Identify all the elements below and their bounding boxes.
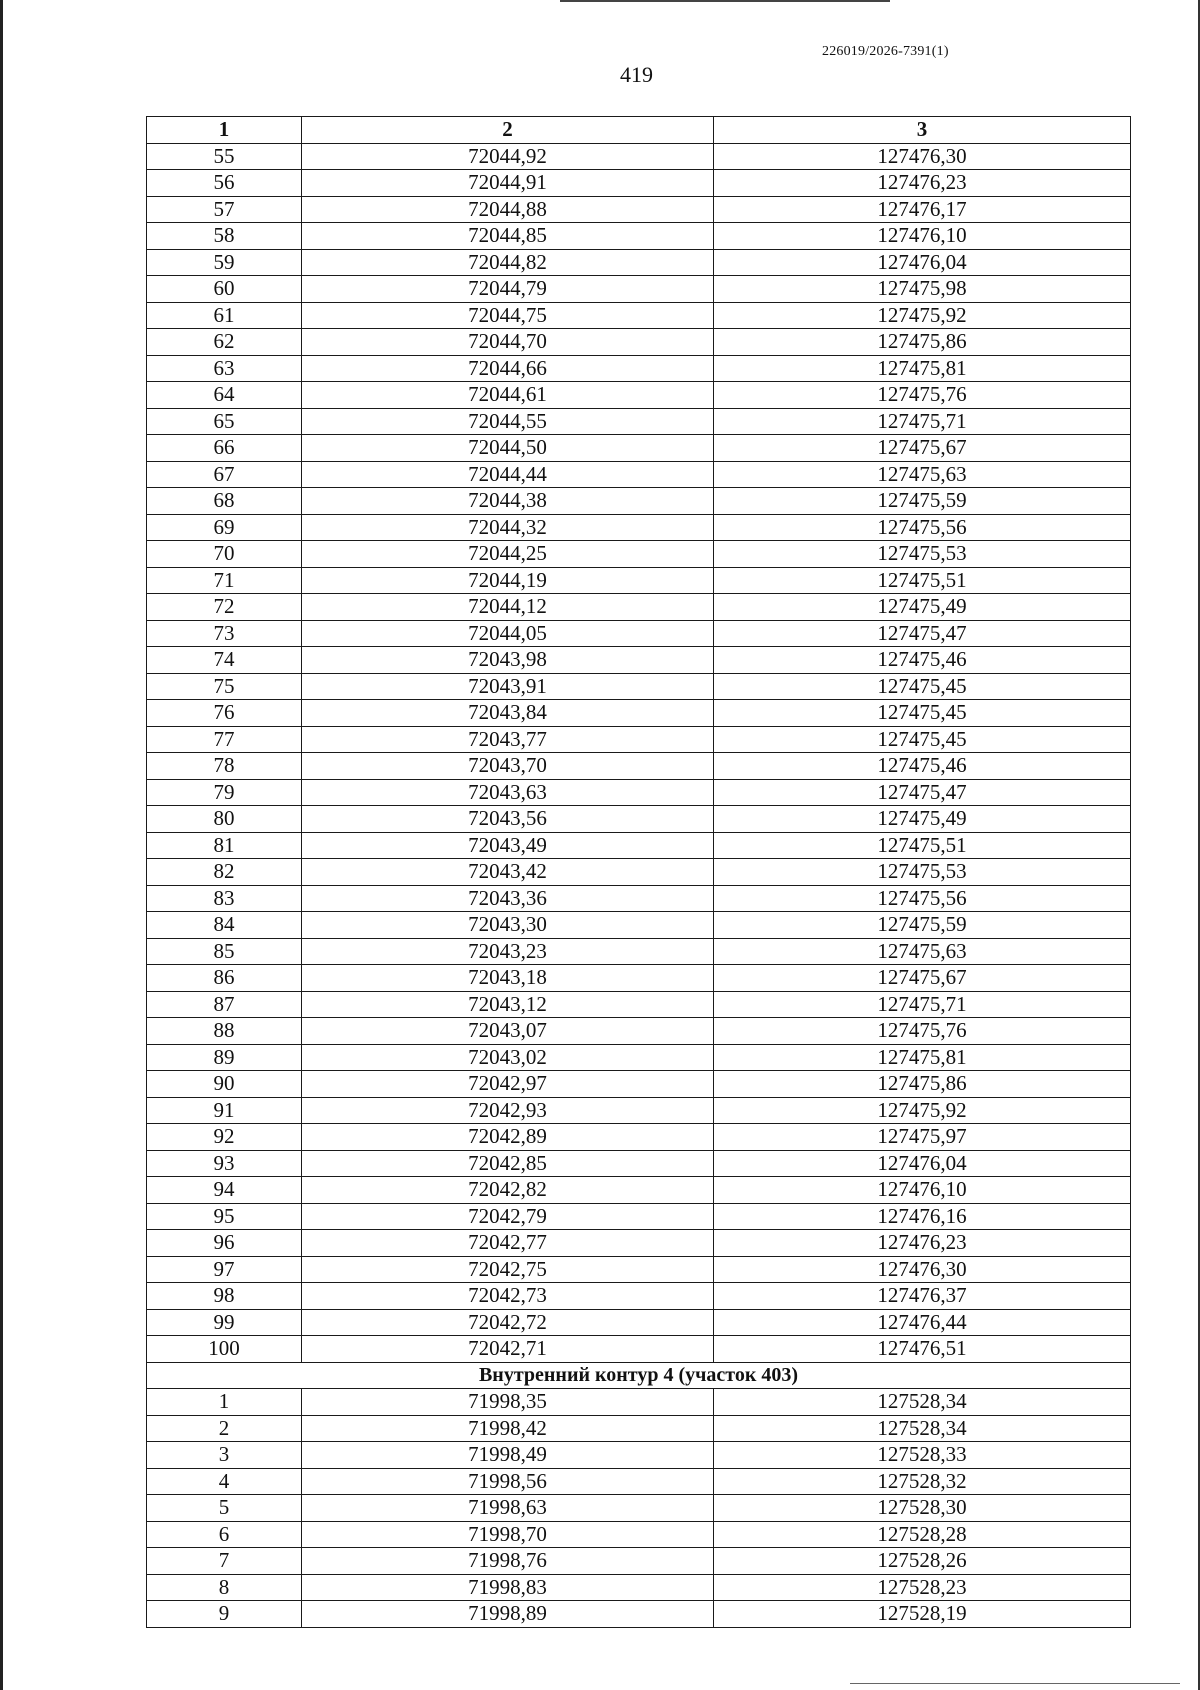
cell-point-number: 73 bbox=[147, 620, 302, 647]
table-row bbox=[147, 143, 1131, 170]
cell-point-number: 2 bbox=[147, 1415, 302, 1442]
table-row bbox=[147, 1203, 1131, 1230]
table-row bbox=[147, 461, 1131, 488]
table-section bbox=[147, 1362, 1131, 1389]
cell-x-coordinate: 72043,91 bbox=[302, 673, 714, 700]
cell-y-coordinate: 127475,76 bbox=[714, 382, 1131, 409]
section-row bbox=[147, 1362, 1131, 1389]
table-row bbox=[147, 1150, 1131, 1177]
cell-point-number: 66 bbox=[147, 435, 302, 462]
cell-point-number: 59 bbox=[147, 249, 302, 276]
cell-point-number: 97 bbox=[147, 1256, 302, 1283]
cell-point-number: 6 bbox=[147, 1521, 302, 1548]
cell-y-coordinate: 127475,51 bbox=[714, 832, 1131, 859]
page-edge-left bbox=[0, 0, 3, 1690]
cell-y-coordinate: 127475,59 bbox=[714, 912, 1131, 939]
cell-x-coordinate: 72044,38 bbox=[302, 488, 714, 515]
table-row bbox=[147, 806, 1131, 833]
cell-y-coordinate: 127528,26 bbox=[714, 1548, 1131, 1575]
table-row bbox=[147, 1230, 1131, 1257]
cell-point-number: 100 bbox=[147, 1336, 302, 1363]
cell-y-coordinate: 127528,33 bbox=[714, 1442, 1131, 1469]
cell-x-coordinate: 72043,49 bbox=[302, 832, 714, 859]
cell-y-coordinate: 127476,04 bbox=[714, 1150, 1131, 1177]
cell-x-coordinate: 72044,55 bbox=[302, 408, 714, 435]
cell-y-coordinate: 127476,23 bbox=[714, 1230, 1131, 1257]
cell-x-coordinate: 71998,42 bbox=[302, 1415, 714, 1442]
cell-y-coordinate: 127476,51 bbox=[714, 1336, 1131, 1363]
cell-point-number: 8 bbox=[147, 1574, 302, 1601]
cell-point-number: 63 bbox=[147, 355, 302, 382]
cell-x-coordinate: 72044,91 bbox=[302, 170, 714, 197]
cell-y-coordinate: 127476,44 bbox=[714, 1309, 1131, 1336]
cell-y-coordinate: 127528,28 bbox=[714, 1521, 1131, 1548]
cell-point-number: 60 bbox=[147, 276, 302, 303]
cell-x-coordinate: 72043,07 bbox=[302, 1018, 714, 1045]
cell-point-number: 3 bbox=[147, 1442, 302, 1469]
table-row bbox=[147, 859, 1131, 886]
table-row bbox=[147, 514, 1131, 541]
table-row bbox=[147, 1309, 1131, 1336]
cell-y-coordinate: 127476,30 bbox=[714, 143, 1131, 170]
section-title: Внутренний контур 4 (участок 403) bbox=[147, 1362, 1131, 1389]
cell-y-coordinate: 127528,23 bbox=[714, 1574, 1131, 1601]
table-row bbox=[147, 488, 1131, 515]
cell-y-coordinate: 127475,81 bbox=[714, 1044, 1131, 1071]
cell-y-coordinate: 127476,30 bbox=[714, 1256, 1131, 1283]
table-row bbox=[147, 885, 1131, 912]
cell-x-coordinate: 72044,19 bbox=[302, 567, 714, 594]
cell-point-number: 99 bbox=[147, 1309, 302, 1336]
table-row bbox=[147, 1283, 1131, 1310]
cell-x-coordinate: 72044,12 bbox=[302, 594, 714, 621]
cell-y-coordinate: 127475,46 bbox=[714, 753, 1131, 780]
table-row bbox=[147, 700, 1131, 727]
cell-x-coordinate: 71998,56 bbox=[302, 1468, 714, 1495]
cell-point-number: 90 bbox=[147, 1071, 302, 1098]
table-row bbox=[147, 408, 1131, 435]
cell-y-coordinate: 127475,97 bbox=[714, 1124, 1131, 1151]
cell-x-coordinate: 72043,36 bbox=[302, 885, 714, 912]
table-row bbox=[147, 329, 1131, 356]
cell-x-coordinate: 72042,85 bbox=[302, 1150, 714, 1177]
cell-x-coordinate: 72044,50 bbox=[302, 435, 714, 462]
cell-y-coordinate: 127476,16 bbox=[714, 1203, 1131, 1230]
cell-y-coordinate: 127476,04 bbox=[714, 249, 1131, 276]
table-row bbox=[147, 1177, 1131, 1204]
table-row bbox=[147, 302, 1131, 329]
table-row bbox=[147, 276, 1131, 303]
cell-y-coordinate: 127475,92 bbox=[714, 302, 1131, 329]
table-row bbox=[147, 1336, 1131, 1363]
cell-y-coordinate: 127475,92 bbox=[714, 1097, 1131, 1124]
cell-y-coordinate: 127475,67 bbox=[714, 965, 1131, 992]
cell-x-coordinate: 71998,63 bbox=[302, 1495, 714, 1522]
cell-y-coordinate: 127475,51 bbox=[714, 567, 1131, 594]
cell-x-coordinate: 72044,79 bbox=[302, 276, 714, 303]
page-number: 419 bbox=[620, 62, 653, 87]
cell-y-coordinate: 127475,53 bbox=[714, 541, 1131, 568]
table-row bbox=[147, 1442, 1131, 1469]
cell-x-coordinate: 72042,73 bbox=[302, 1283, 714, 1310]
table-row bbox=[147, 1256, 1131, 1283]
cell-point-number: 75 bbox=[147, 673, 302, 700]
cell-point-number: 81 bbox=[147, 832, 302, 859]
cell-y-coordinate: 127475,47 bbox=[714, 620, 1131, 647]
table-row bbox=[147, 355, 1131, 382]
cell-point-number: 76 bbox=[147, 700, 302, 727]
cell-point-number: 9 bbox=[147, 1601, 302, 1628]
cell-point-number: 80 bbox=[147, 806, 302, 833]
cell-point-number: 56 bbox=[147, 170, 302, 197]
cell-point-number: 57 bbox=[147, 196, 302, 223]
cell-x-coordinate: 72044,61 bbox=[302, 382, 714, 409]
cell-x-coordinate: 72044,92 bbox=[302, 143, 714, 170]
table-row bbox=[147, 673, 1131, 700]
cell-point-number: 72 bbox=[147, 594, 302, 621]
cell-y-coordinate: 127476,10 bbox=[714, 223, 1131, 250]
cell-point-number: 5 bbox=[147, 1495, 302, 1522]
cell-x-coordinate: 72043,23 bbox=[302, 938, 714, 965]
table-row bbox=[147, 541, 1131, 568]
table-row bbox=[147, 196, 1131, 223]
column-header-x: 2 bbox=[302, 117, 714, 144]
cell-point-number: 64 bbox=[147, 382, 302, 409]
cell-x-coordinate: 72044,75 bbox=[302, 302, 714, 329]
cell-point-number: 70 bbox=[147, 541, 302, 568]
table-row bbox=[147, 170, 1131, 197]
cell-point-number: 84 bbox=[147, 912, 302, 939]
cell-point-number: 89 bbox=[147, 1044, 302, 1071]
cell-y-coordinate: 127475,56 bbox=[714, 885, 1131, 912]
document-id: 226019/2026-7391(1) bbox=[822, 44, 949, 59]
cell-x-coordinate: 72043,98 bbox=[302, 647, 714, 674]
table-row bbox=[147, 938, 1131, 965]
cell-x-coordinate: 71998,49 bbox=[302, 1442, 714, 1469]
cell-x-coordinate: 72042,71 bbox=[302, 1336, 714, 1363]
cell-point-number: 69 bbox=[147, 514, 302, 541]
cell-x-coordinate: 72042,97 bbox=[302, 1071, 714, 1098]
cell-point-number: 77 bbox=[147, 726, 302, 753]
cell-x-coordinate: 72043,77 bbox=[302, 726, 714, 753]
table-row bbox=[147, 1574, 1131, 1601]
table-body-part2 bbox=[147, 1389, 1131, 1628]
cell-point-number: 94 bbox=[147, 1177, 302, 1204]
cell-point-number: 93 bbox=[147, 1150, 302, 1177]
cell-point-number: 7 bbox=[147, 1548, 302, 1575]
cell-y-coordinate: 127475,76 bbox=[714, 1018, 1131, 1045]
table-row bbox=[147, 647, 1131, 674]
cell-point-number: 4 bbox=[147, 1468, 302, 1495]
cell-y-coordinate: 127476,10 bbox=[714, 1177, 1131, 1204]
cell-y-coordinate: 127528,19 bbox=[714, 1601, 1131, 1628]
cell-point-number: 85 bbox=[147, 938, 302, 965]
cell-point-number: 83 bbox=[147, 885, 302, 912]
cell-point-number: 91 bbox=[147, 1097, 302, 1124]
cell-x-coordinate: 72043,42 bbox=[302, 859, 714, 886]
table-row bbox=[147, 1521, 1131, 1548]
cell-x-coordinate: 72044,05 bbox=[302, 620, 714, 647]
table-row bbox=[147, 435, 1131, 462]
cell-x-coordinate: 72044,70 bbox=[302, 329, 714, 356]
table-row bbox=[147, 779, 1131, 806]
scan-top-stroke bbox=[560, 0, 890, 2]
cell-x-coordinate: 72043,70 bbox=[302, 753, 714, 780]
cell-point-number: 67 bbox=[147, 461, 302, 488]
table-row bbox=[147, 965, 1131, 992]
cell-x-coordinate: 72043,63 bbox=[302, 779, 714, 806]
table-row bbox=[147, 1389, 1131, 1416]
cell-x-coordinate: 72044,82 bbox=[302, 249, 714, 276]
cell-y-coordinate: 127475,45 bbox=[714, 726, 1131, 753]
table-header-row bbox=[147, 117, 1131, 144]
table-row bbox=[147, 223, 1131, 250]
cell-x-coordinate: 72042,77 bbox=[302, 1230, 714, 1257]
column-header-number: 1 bbox=[147, 117, 302, 144]
cell-x-coordinate: 71998,35 bbox=[302, 1389, 714, 1416]
cell-y-coordinate: 127476,17 bbox=[714, 196, 1131, 223]
cell-x-coordinate: 72042,82 bbox=[302, 1177, 714, 1204]
cell-x-coordinate: 72042,79 bbox=[302, 1203, 714, 1230]
cell-point-number: 96 bbox=[147, 1230, 302, 1257]
table-row bbox=[147, 249, 1131, 276]
cell-y-coordinate: 127475,63 bbox=[714, 461, 1131, 488]
cell-x-coordinate: 72044,85 bbox=[302, 223, 714, 250]
table-row bbox=[147, 1548, 1131, 1575]
table-row bbox=[147, 1097, 1131, 1124]
table-body-part1 bbox=[147, 143, 1131, 1362]
cell-x-coordinate: 71998,83 bbox=[302, 1574, 714, 1601]
cell-point-number: 98 bbox=[147, 1283, 302, 1310]
cell-point-number: 65 bbox=[147, 408, 302, 435]
cell-y-coordinate: 127528,30 bbox=[714, 1495, 1131, 1522]
cell-y-coordinate: 127475,98 bbox=[714, 276, 1131, 303]
cell-point-number: 71 bbox=[147, 567, 302, 594]
cell-y-coordinate: 127475,59 bbox=[714, 488, 1131, 515]
cell-x-coordinate: 72042,89 bbox=[302, 1124, 714, 1151]
cell-y-coordinate: 127528,34 bbox=[714, 1389, 1131, 1416]
cell-x-coordinate: 71998,70 bbox=[302, 1521, 714, 1548]
cell-x-coordinate: 72044,25 bbox=[302, 541, 714, 568]
table-row bbox=[147, 567, 1131, 594]
table-row bbox=[147, 832, 1131, 859]
cell-x-coordinate: 71998,76 bbox=[302, 1548, 714, 1575]
cell-x-coordinate: 72044,44 bbox=[302, 461, 714, 488]
table-row bbox=[147, 753, 1131, 780]
cell-y-coordinate: 127528,32 bbox=[714, 1468, 1131, 1495]
table-row bbox=[147, 1071, 1131, 1098]
table-row bbox=[147, 620, 1131, 647]
table-row bbox=[147, 1601, 1131, 1628]
column-header-y: 3 bbox=[714, 117, 1131, 144]
cell-point-number: 55 bbox=[147, 143, 302, 170]
table-row bbox=[147, 1018, 1131, 1045]
cell-point-number: 58 bbox=[147, 223, 302, 250]
cell-point-number: 74 bbox=[147, 647, 302, 674]
cell-x-coordinate: 72042,75 bbox=[302, 1256, 714, 1283]
cell-x-coordinate: 72043,84 bbox=[302, 700, 714, 727]
table-row bbox=[147, 594, 1131, 621]
scan-bottom-stroke bbox=[850, 1683, 1180, 1684]
table-row bbox=[147, 1468, 1131, 1495]
cell-y-coordinate: 127475,45 bbox=[714, 673, 1131, 700]
cell-y-coordinate: 127475,67 bbox=[714, 435, 1131, 462]
cell-point-number: 86 bbox=[147, 965, 302, 992]
table-row bbox=[147, 1495, 1131, 1522]
cell-y-coordinate: 127475,49 bbox=[714, 594, 1131, 621]
cell-point-number: 82 bbox=[147, 859, 302, 886]
cell-y-coordinate: 127475,71 bbox=[714, 408, 1131, 435]
cell-x-coordinate: 72043,02 bbox=[302, 1044, 714, 1071]
cell-point-number: 61 bbox=[147, 302, 302, 329]
cell-y-coordinate: 127475,81 bbox=[714, 355, 1131, 382]
cell-y-coordinate: 127475,56 bbox=[714, 514, 1131, 541]
table-row bbox=[147, 382, 1131, 409]
cell-y-coordinate: 127475,45 bbox=[714, 700, 1131, 727]
cell-point-number: 1 bbox=[147, 1389, 302, 1416]
cell-y-coordinate: 127475,71 bbox=[714, 991, 1131, 1018]
cell-y-coordinate: 127475,46 bbox=[714, 647, 1131, 674]
table-row bbox=[147, 991, 1131, 1018]
table-row bbox=[147, 726, 1131, 753]
cell-y-coordinate: 127476,23 bbox=[714, 170, 1131, 197]
cell-x-coordinate: 72044,66 bbox=[302, 355, 714, 382]
cell-x-coordinate: 72042,93 bbox=[302, 1097, 714, 1124]
cell-y-coordinate: 127475,86 bbox=[714, 1071, 1131, 1098]
cell-x-coordinate: 71998,89 bbox=[302, 1601, 714, 1628]
cell-point-number: 95 bbox=[147, 1203, 302, 1230]
table-row bbox=[147, 912, 1131, 939]
cell-point-number: 68 bbox=[147, 488, 302, 515]
cell-x-coordinate: 72043,12 bbox=[302, 991, 714, 1018]
cell-x-coordinate: 72044,88 bbox=[302, 196, 714, 223]
cell-x-coordinate: 72044,32 bbox=[302, 514, 714, 541]
cell-point-number: 92 bbox=[147, 1124, 302, 1151]
cell-point-number: 62 bbox=[147, 329, 302, 356]
table-row bbox=[147, 1044, 1131, 1071]
coordinates-table bbox=[146, 116, 1131, 1628]
cell-y-coordinate: 127475,49 bbox=[714, 806, 1131, 833]
cell-y-coordinate: 127476,37 bbox=[714, 1283, 1131, 1310]
cell-point-number: 79 bbox=[147, 779, 302, 806]
table-row bbox=[147, 1415, 1131, 1442]
cell-point-number: 88 bbox=[147, 1018, 302, 1045]
cell-x-coordinate: 72043,30 bbox=[302, 912, 714, 939]
cell-x-coordinate: 72043,18 bbox=[302, 965, 714, 992]
cell-point-number: 78 bbox=[147, 753, 302, 780]
cell-x-coordinate: 72043,56 bbox=[302, 806, 714, 833]
cell-y-coordinate: 127528,34 bbox=[714, 1415, 1131, 1442]
cell-y-coordinate: 127475,63 bbox=[714, 938, 1131, 965]
cell-y-coordinate: 127475,53 bbox=[714, 859, 1131, 886]
table-row bbox=[147, 1124, 1131, 1151]
cell-y-coordinate: 127475,47 bbox=[714, 779, 1131, 806]
cell-point-number: 87 bbox=[147, 991, 302, 1018]
cell-x-coordinate: 72042,72 bbox=[302, 1309, 714, 1336]
cell-y-coordinate: 127475,86 bbox=[714, 329, 1131, 356]
